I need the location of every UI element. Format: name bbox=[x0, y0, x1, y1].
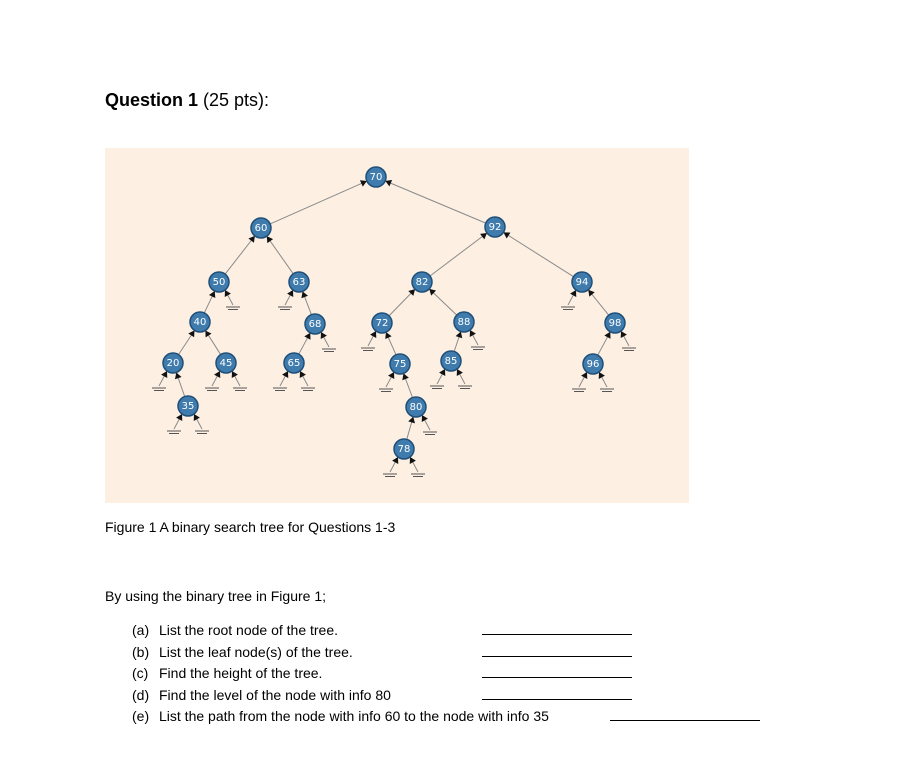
node-label: 40 bbox=[193, 317, 207, 328]
edge-arrow bbox=[503, 232, 510, 238]
edge-arrow bbox=[205, 330, 211, 337]
question-text: List the path from the node with info 60 to the node with info 35 bbox=[159, 708, 549, 724]
node-label: 70 bbox=[369, 172, 383, 183]
tree-node-65 bbox=[284, 353, 304, 373]
tree-node-70 bbox=[366, 167, 386, 187]
tree-node-96 bbox=[583, 354, 603, 374]
answer-blank[interactable] bbox=[482, 699, 632, 700]
question-b bbox=[132, 642, 772, 664]
tree-figure bbox=[105, 148, 689, 503]
tree-node-20 bbox=[163, 353, 183, 373]
node-label: 98 bbox=[608, 318, 622, 329]
question-list bbox=[132, 620, 772, 728]
edge-arrow bbox=[480, 233, 487, 239]
question-e bbox=[132, 706, 772, 728]
question-label: (d) bbox=[132, 686, 150, 703]
node-label: 35 bbox=[181, 401, 195, 412]
node-label: 96 bbox=[586, 359, 600, 370]
tree-node-80 bbox=[406, 397, 426, 417]
instructions-text: By using the binary tree in Figure 1; bbox=[105, 588, 327, 604]
node-label: 82 bbox=[415, 277, 429, 288]
node-label: 60 bbox=[254, 223, 268, 234]
edge-arrow bbox=[188, 330, 194, 337]
question-d bbox=[132, 685, 772, 707]
node-label: 75 bbox=[393, 359, 407, 370]
question-heading bbox=[105, 88, 269, 112]
edge-arrow bbox=[248, 236, 254, 243]
tree-node-98 bbox=[605, 313, 625, 333]
tree-node-40 bbox=[190, 312, 210, 332]
node-label: 50 bbox=[212, 277, 226, 288]
node-label: 94 bbox=[575, 277, 589, 288]
tree-edge bbox=[267, 236, 293, 274]
answer-blank[interactable] bbox=[482, 677, 632, 678]
figure-caption: Figure 1 A binary search tree for Questions 1-3 bbox=[105, 519, 396, 535]
node-label: 63 bbox=[292, 277, 306, 288]
tree-edge bbox=[225, 236, 255, 274]
tree-node-75 bbox=[390, 354, 410, 374]
node-label: 20 bbox=[166, 358, 180, 369]
tree-node-68 bbox=[305, 314, 325, 334]
node-label: 68 bbox=[308, 319, 322, 330]
node-label: 65 bbox=[287, 358, 301, 369]
question-label: (c) bbox=[132, 665, 149, 681]
question-text: List the root node of the tree. bbox=[159, 622, 339, 638]
tree-node-72 bbox=[372, 313, 392, 333]
edge-arrow bbox=[408, 417, 415, 424]
question-text: Find the level of the node with info 80 bbox=[159, 686, 391, 703]
tree-edge bbox=[270, 181, 367, 224]
tree-node-78 bbox=[394, 439, 414, 459]
tree-node-82 bbox=[412, 272, 432, 292]
question-points: (25 pts): bbox=[198, 90, 270, 110]
edge-arrow bbox=[267, 236, 273, 243]
tree-edge bbox=[430, 233, 487, 276]
node-label: 72 bbox=[375, 318, 389, 329]
question-label: (e) bbox=[132, 708, 150, 724]
binary-search-tree-diagram bbox=[105, 148, 689, 503]
answer-blank[interactable] bbox=[482, 634, 632, 635]
question-text: List the leaf node(s) of the tree. bbox=[159, 643, 353, 660]
node-label: 80 bbox=[409, 402, 423, 413]
question-c bbox=[132, 663, 772, 685]
tree-node-50 bbox=[209, 272, 229, 292]
answer-blank[interactable] bbox=[482, 656, 632, 657]
question-title: Question 1 bbox=[105, 90, 199, 110]
tree-node-92 bbox=[485, 217, 505, 237]
tree-node-94 bbox=[572, 272, 592, 292]
tree-node-35 bbox=[178, 396, 198, 416]
question-a bbox=[132, 620, 772, 642]
question-label: (b) bbox=[132, 643, 150, 660]
answer-blank[interactable] bbox=[610, 720, 760, 721]
question-label: (a) bbox=[132, 622, 150, 638]
tree-node-45 bbox=[216, 353, 236, 373]
tree-edge bbox=[503, 232, 573, 276]
question-text: Find the height of the tree. bbox=[159, 665, 323, 681]
tree-node-88 bbox=[454, 312, 474, 332]
edge-arrow bbox=[588, 290, 594, 297]
tree-node-60 bbox=[251, 218, 271, 238]
node-label: 78 bbox=[397, 444, 411, 455]
node-label: 88 bbox=[457, 317, 471, 328]
node-label: 92 bbox=[488, 222, 502, 233]
tree-node-85 bbox=[441, 351, 461, 371]
tree-node-63 bbox=[289, 272, 309, 292]
node-label: 45 bbox=[219, 358, 233, 369]
node-label: 85 bbox=[444, 356, 458, 367]
tree-edge bbox=[385, 181, 486, 223]
